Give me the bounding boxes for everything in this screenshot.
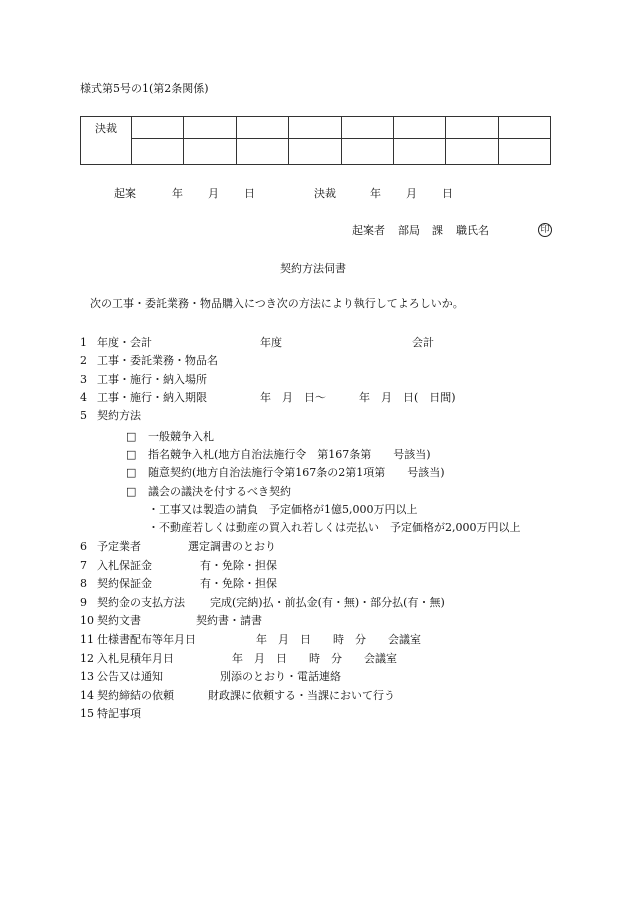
item-number: 13 [80,670,94,683]
approval-cell [184,117,236,139]
method-label: 随意契約(地方自治法施行令第167条の2第1項第 号該当) [148,466,445,479]
item-value: 選定調書のとおり [188,540,276,553]
kessai-label: 決裁 [314,187,336,200]
kian-month: 月 [208,187,219,200]
item-number: 5 [80,409,87,422]
item-label: 特記事項 [97,707,141,720]
item-label: 工事・施行・納入期限 [97,391,207,404]
item-number: 6 [80,540,87,553]
method-label: 指名競争入札(地方自治法施行令 第167条第 号該当) [148,448,431,461]
item-number: 12 [80,652,94,665]
method-label: 議会の議決を付するべき契約 [148,485,291,498]
form-id: 様式第5号の1(第2条関係) [80,82,209,95]
item-label: 契約保証金 [97,577,152,590]
document-title: 契約方法伺書 [280,262,346,275]
approval-cell [289,139,341,165]
item-label: 入札見積年月日 [97,652,174,665]
approval-cell [341,139,393,165]
item-number: 7 [80,559,87,572]
item-value: 契約書・請書 [196,614,262,627]
item-label: 工事・委託業務・物品名 [97,354,218,367]
method-label: 一般競争入札 [148,430,214,443]
item-number: 11 [80,633,94,646]
item-value: 年 月 日 時 分 会議室 [256,633,421,646]
checkbox-icon[interactable]: □ [126,430,137,443]
item-label: 契約締結の依頼 [97,689,174,702]
kessai-month: 月 [406,187,417,200]
approval-cell [289,117,341,139]
item-number: 14 [80,689,94,702]
item-label: 予定業者 [97,540,141,553]
item-label: 仕様書配布等年月日 [97,633,196,646]
item-label: 工事・施行・納入場所 [97,373,207,386]
item-value-2: 会計 [412,336,434,349]
drafter-name: 職氏名 [456,224,489,237]
checkbox-icon[interactable]: □ [126,448,137,461]
approval-cell [498,117,550,139]
method-sub-label: ・工事又は製造の請負 予定価格が1億5,000万円以上 [148,503,418,516]
kian-day: 日 [244,187,255,200]
drafter-ka: 課 [432,224,443,237]
approval-cell [132,117,184,139]
item-number: 1 [80,336,87,349]
item-label: 契約方法 [97,409,141,422]
item-label: 入札保証金 [97,559,152,572]
item-value: 年 月 日～ 年 月 日( 日間) [260,391,456,404]
item-number: 10 [80,614,94,627]
item-value: 別添のとおり・電話連絡 [220,670,341,683]
kessai-year: 年 [370,187,381,200]
item-value: 年 月 日 時 分 会議室 [232,652,397,665]
approval-cell [132,139,184,165]
approval-cell [184,139,236,165]
drafter-bu: 部局 [398,224,420,237]
item-label: 契約金の支払方法 [97,596,185,609]
item-value: 財政課に依頼する・当課において行う [208,689,395,702]
kian-year: 年 [172,187,183,200]
item-value: 完成(完納)払・前払金(有・無)・部分払(有・無) [210,596,445,609]
approval-cell [498,139,550,165]
checkbox-icon[interactable]: □ [126,485,137,498]
item-label: 年度・会計 [97,336,152,349]
item-number: 15 [80,707,94,720]
checkbox-icon[interactable]: □ [126,466,137,479]
item-label: 契約文書 [97,614,141,627]
approval-cell [236,139,288,165]
approval-stamp-table [80,116,551,165]
item-number: 8 [80,577,87,590]
approval-cell [236,117,288,139]
approval-label: 決裁 [81,117,132,165]
approval-cell [446,139,498,165]
intro-text: 次の工事・委託業務・物品購入につき次の方法により執行してよろしいか。 [90,297,464,310]
item-value: 年度 [260,336,282,349]
approval-cell [393,117,445,139]
item-number: 4 [80,391,87,404]
item-label: 公告又は通知 [97,670,163,683]
item-number: 3 [80,373,87,386]
seal-mark: 印 [538,223,552,237]
item-value: 有・免除・担保 [200,577,277,590]
approval-cell [393,139,445,165]
method-sub-label: ・不動産若しくは動産の買入れ若しくは売払い 予定価格が2,000万円以上 [148,521,521,534]
item-number: 9 [80,596,87,609]
item-number: 2 [80,354,87,367]
kessai-day: 日 [442,187,453,200]
drafter-label: 起案者 [352,224,385,237]
item-value: 有・免除・担保 [200,559,277,572]
approval-cell [341,117,393,139]
approval-cell [446,117,498,139]
kian-label: 起案 [114,187,136,200]
